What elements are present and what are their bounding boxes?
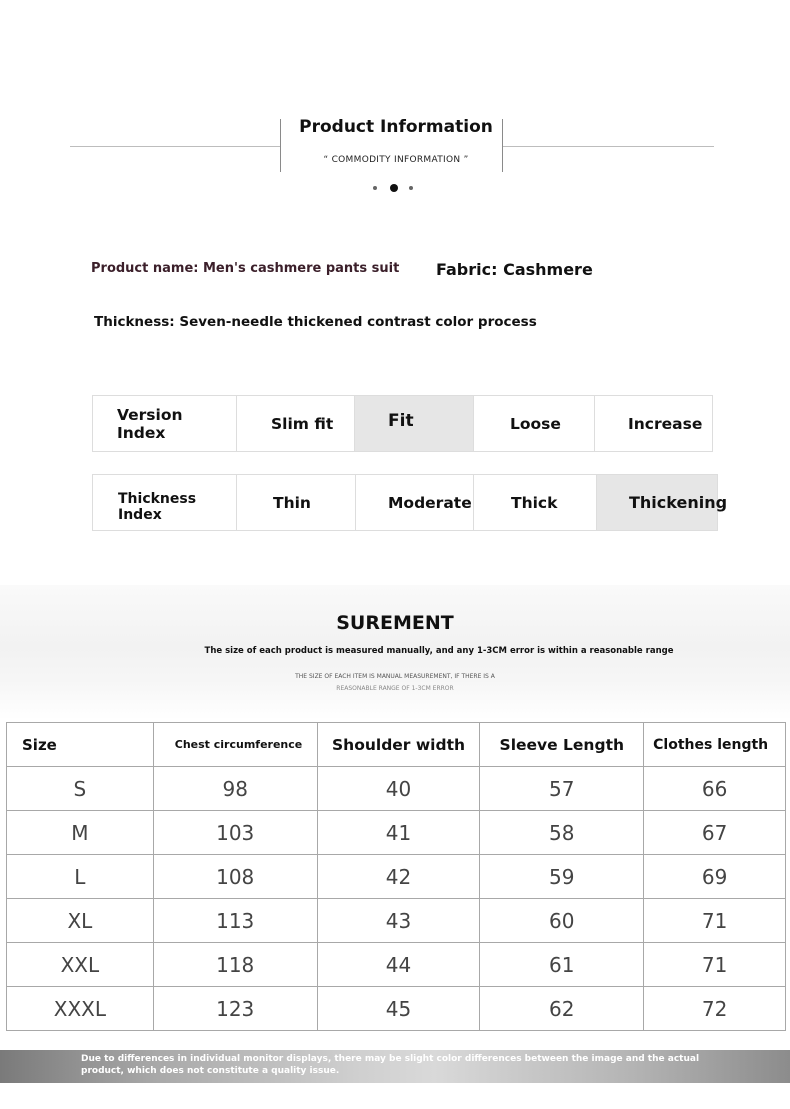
cell-shoulder: 41	[317, 811, 480, 855]
cell-clothes-length: 71	[644, 943, 786, 987]
header-right-rule	[502, 146, 714, 147]
cell-shoulder: 42	[317, 855, 480, 899]
cell-chest: 123	[153, 987, 317, 1031]
table-row	[7, 987, 786, 1031]
table-row	[7, 811, 786, 855]
measurement-note: The size of each product is measured manually, and any 1-3CM error is within a reasonable range	[204, 646, 674, 656]
cell-sleeve: 61	[480, 943, 644, 987]
cell-clothes-length: 67	[644, 811, 786, 855]
cell-sleeve: 60	[480, 899, 644, 943]
measurement-title: SUREMENT	[336, 612, 454, 634]
cell-size: M	[7, 811, 154, 855]
product-name: Product name: Men's cashmere pants suit	[91, 261, 400, 276]
thickness-option-thin	[236, 474, 356, 531]
thickness-index-label	[92, 474, 237, 531]
version-option-fit	[354, 395, 474, 452]
version-option-label: Increase	[628, 414, 703, 433]
product-thickness: Thickness: Seven-needle thickened contrast color process	[94, 314, 537, 330]
cell-size: XL	[7, 899, 154, 943]
thickness-index-label-text: Thickness Index	[118, 491, 197, 523]
table-row	[7, 767, 786, 811]
table-row	[7, 855, 786, 899]
version-index-label-text: Version Index	[117, 405, 183, 442]
thickness-option-label: Thin	[273, 493, 311, 512]
version-option-loose	[473, 395, 595, 452]
measurement-note-en-line2: REASONABLE RANGE OF 1-3CM ERROR	[336, 685, 454, 692]
cell-sleeve: 58	[480, 811, 644, 855]
thickness-option-moderate	[355, 474, 474, 531]
cell-clothes-length: 71	[644, 899, 786, 943]
cell-size: S	[7, 767, 154, 811]
cell-chest: 103	[153, 811, 317, 855]
product-fabric: Fabric: Cashmere	[436, 260, 593, 279]
version-option-increase	[594, 395, 713, 452]
page-title: Product Information	[299, 117, 493, 137]
header-left-rule	[70, 146, 280, 147]
cell-sleeve: 59	[480, 855, 644, 899]
dot-center	[390, 184, 398, 192]
cell-clothes-length: 69	[644, 855, 786, 899]
version-index-label	[92, 395, 237, 452]
size-chart-table	[6, 722, 786, 1031]
disclaimer-text: Due to differences in individual monitor displays, there may be slight color differences between the image and the actual product, which does not constitute a quality issue.	[81, 1054, 700, 1076]
cell-shoulder: 44	[317, 943, 480, 987]
thickness-option-label: Thick	[511, 493, 558, 512]
cell-size: XXL	[7, 943, 154, 987]
cell-sleeve: 57	[480, 767, 644, 811]
header-sleeve: Sleeve Length	[480, 723, 644, 767]
cell-chest: 108	[153, 855, 317, 899]
cell-chest: 113	[153, 899, 317, 943]
cell-clothes-length: 66	[644, 767, 786, 811]
cell-shoulder: 45	[317, 987, 480, 1031]
cell-chest: 98	[153, 767, 317, 811]
size-table-header	[7, 723, 786, 767]
thickness-option-label: Moderate	[388, 493, 472, 512]
cell-clothes-length: 72	[644, 987, 786, 1031]
thickness-option-thickening	[596, 474, 728, 531]
cell-shoulder: 43	[317, 899, 480, 943]
version-option-label: Slim fit	[271, 414, 334, 433]
measurement-note-en-line1: THE SIZE OF EACH ITEM IS MANUAL MEASUREMENT, IF THERE IS A	[295, 673, 495, 680]
cell-chest: 118	[153, 943, 317, 987]
header-shoulder: Shoulder width	[317, 723, 480, 767]
page-subtitle: “ COMMODITY INFORMATION ”	[323, 155, 469, 165]
header-size: Size	[7, 723, 154, 767]
dot-left	[373, 186, 377, 190]
version-option-slim-fit	[236, 395, 355, 452]
header-clothes-length: Clothes length	[644, 723, 786, 767]
thickness-option-thick	[473, 474, 597, 531]
cell-size: L	[7, 855, 154, 899]
table-row	[7, 899, 786, 943]
cell-size: XXXL	[7, 987, 154, 1031]
disclaimer-bar	[0, 1050, 790, 1083]
header-chest: Chest circumference	[153, 723, 317, 767]
dot-right	[409, 186, 413, 190]
cell-sleeve: 62	[480, 987, 644, 1031]
table-row	[7, 943, 786, 987]
version-option-label: Fit	[388, 411, 414, 431]
cell-shoulder: 40	[317, 767, 480, 811]
version-option-label: Loose	[510, 414, 561, 433]
thickness-option-label: Thickening	[629, 493, 728, 512]
